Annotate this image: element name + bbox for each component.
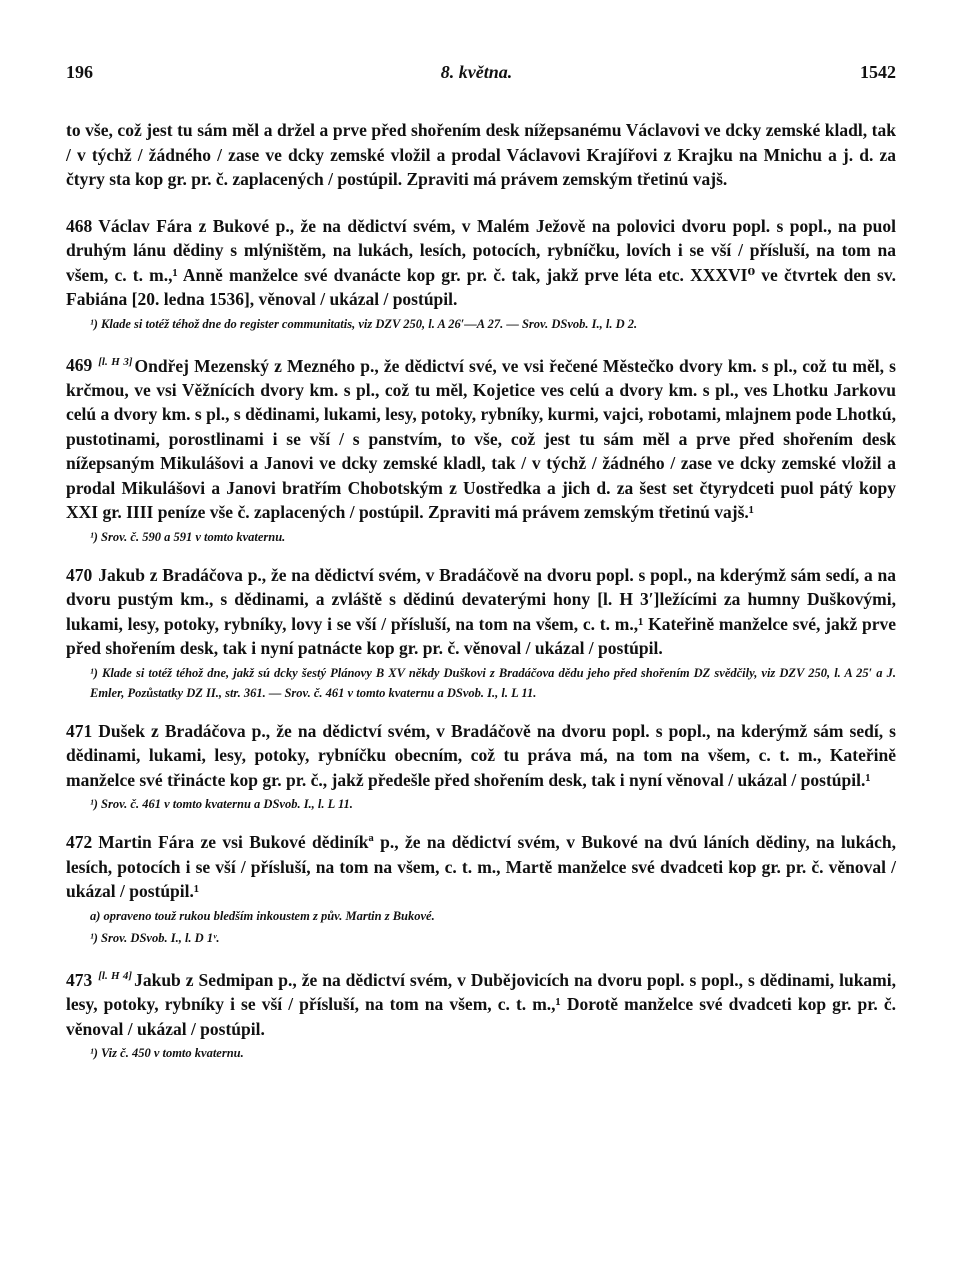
folio-reference: [l. H 3] bbox=[98, 355, 133, 368]
entry-number: 473 bbox=[66, 969, 93, 990]
entry-text: Ondřej Mezenský z Mezného p., že dědictví své, ve vsi řečené Městečko dvory km. s pl., což tu měl, s krčmou, ve vsi Věžnících dvory km. s pl., což tu měl, Kojetice ves celú a dvory km. s pl., ves Lhotku Jarkovu celú a dvory km. s pl., s dědinami, lukami, lesy, potoky, rybníky, kurmi, vajci, robotami, mlajnem pode Lhotkú, pustotinami, porostlinami i se vší / s panstvím, to vše, což jest tu sám měl a prve před shořením desk nížepsaným Mikulášovi a Janovi ve dcky zemské kladl, tak / v týchž / žádného / zase ve dcky zemské vložil a prodal Mikulášovi a Janovi bratřím Chobotským z Uostředka a jich d. za šest set čtyrydceti puol pátý kopy XXI gr. IIII peníze vše č. zaplacených / postúpil. Zpraviti má právem zemským třetinú vajš.¹ bbox=[66, 355, 896, 523]
page-body bbox=[66, 118, 896, 1063]
entry-470 bbox=[66, 563, 896, 703]
page bbox=[66, 62, 896, 1063]
entry-number: 471 bbox=[66, 720, 93, 741]
footnote: ¹) Viz č. 450 v tomto kvaternu. bbox=[90, 1046, 244, 1061]
entry-text: Václav Fára z Bukové p., že na dědictví svém, v Malém Ježově na polovici dvoru popl. s popl., na puol druhým lánu dědiny s mlýništěm, na lukách, lesích, potocích, rybníčku, lovích i se vší / přísluší, na tom na všem, c. t. m.,¹ Anně manželce své dvanácte kop gr. pr. č. tak, jakž prve léta etc. XXXVI⁰ ve čtvrtek den sv. Fabiána [20. ledna 1536], věnoval / ukázal / postúpil. bbox=[66, 215, 896, 309]
entry-number: 468 bbox=[66, 215, 93, 236]
entry-number: 470 bbox=[66, 564, 93, 585]
entry-text: Jakub z Bradáčova p., že na dědictví svém, v Bradáčově na dvoru popl. s popl., na kderýmž sám sedí, a na dvoru pustým km., s dědinami, a zvláště s dědinú devaterými hony [l. H 3′]ležícími za humny Duškovými, lukami, lesy, potoky, rybníky, lovy i se vší / přísluší, na tom na všem, c. t. m.,¹ Kateřině manželce své, jakž prve před shořením desk, tak i nyní patnácte kop gr. pr. č. věnoval / ukázal / postúpil. bbox=[66, 564, 896, 659]
footnote: ¹) Srov. DSvob. I., l. D 1ᵛ. bbox=[90, 930, 220, 945]
intro-paragraph: to vše, což jest tu sám měl a držel a prve před shořením desk nížepsanému Václavovi ve dcky zemské kladl, tak / v týchž / žádného / zase ve dcky zemské vložil a prodal Václavovi Krajířovi z Krajku na Mnichu a j. d. za čtyry sta kop gr. pr. č. zaplacených / postúpil. Zpraviti má právem zemským třetinú vajš. bbox=[66, 120, 896, 189]
entry-number: 469 bbox=[66, 355, 93, 376]
entry-468 bbox=[66, 214, 896, 334]
entry-471 bbox=[66, 719, 896, 815]
entry-472 bbox=[66, 830, 896, 948]
entry-473 bbox=[66, 964, 896, 1063]
entry-number: 472 bbox=[66, 832, 93, 853]
running-head bbox=[66, 62, 896, 90]
folio-reference: [l. H 4] bbox=[98, 969, 133, 982]
footnote: ¹) Srov. č. 590 a 591 v tomto kvaternu. bbox=[90, 529, 286, 544]
running-year: 1542 bbox=[860, 62, 896, 82]
entry-469 bbox=[66, 350, 896, 547]
entry-text: Martin Fára ze vsi Bukové dědiníkª p., že na dědictví svém, v Bukové na dvú láních dědiny, na lukách, lesích, potocích i se vší / přísluší, na tom na všem, c. t. m., Martě manželce své dvadceti kop gr. pr. č. věnoval / ukázal / postúpil.¹ bbox=[66, 832, 896, 902]
footnote: ¹) Klade si totéž téhož dne do register communitatis, viz DZV 250, l. A 26′—A 27. — Srov. DSvob. I., l. D 2. bbox=[90, 316, 638, 331]
entry-text: Jakub z Sedmipan p., že na dědictví svém, v Dubějovicích na dvoru popl. s popl., s dědinami, lukami, lesy, potoky, rybníky i se vší / přísluší, na tom na všem, c. t. m.,¹ Dorotě manželce své dvadceti kop gr. pr. č. věnoval / ukázal / postúpil. bbox=[66, 969, 896, 1039]
footnote: ¹) Srov. č. 461 v tomto kvaternu a DSvob. I., l. L 11. bbox=[90, 797, 353, 812]
running-date: 8. května. bbox=[440, 62, 513, 82]
footnote-a: a) opraveno touž rukou bledším inkoustem z pův. Martin z Bukové. bbox=[90, 908, 435, 923]
footnote: ¹) Klade si totéž téhož dne, jakž sú dcky šestý Plánovy B XV někdy Duškovi z Bradáčova dědu jeho před shořením DZ svědčily, viz DZV 250, l. A 25′ a J. Emler, Pozůstatky DZ II., str. 361. — Srov. č. 461 v tomto kvaternu a DSvob. I., l. L 11. bbox=[90, 665, 896, 700]
entry-text: Dušek z Bradáčova p., že na dědictví svém, v Bradáčově na dvoru popl. s popl., na kderýmž sám sedí, s dědinami, lukami, lesy, potoky, rybníčku obecním, což tu práva má, na tom na všem, c. t. m., Kateřině manželce své třinácte kop gr. pr. č., jakž předešle před shořením desk, tak i nyní věnoval / ukázal / postúpil.¹ bbox=[66, 720, 896, 790]
page-number: 196 bbox=[66, 62, 93, 82]
